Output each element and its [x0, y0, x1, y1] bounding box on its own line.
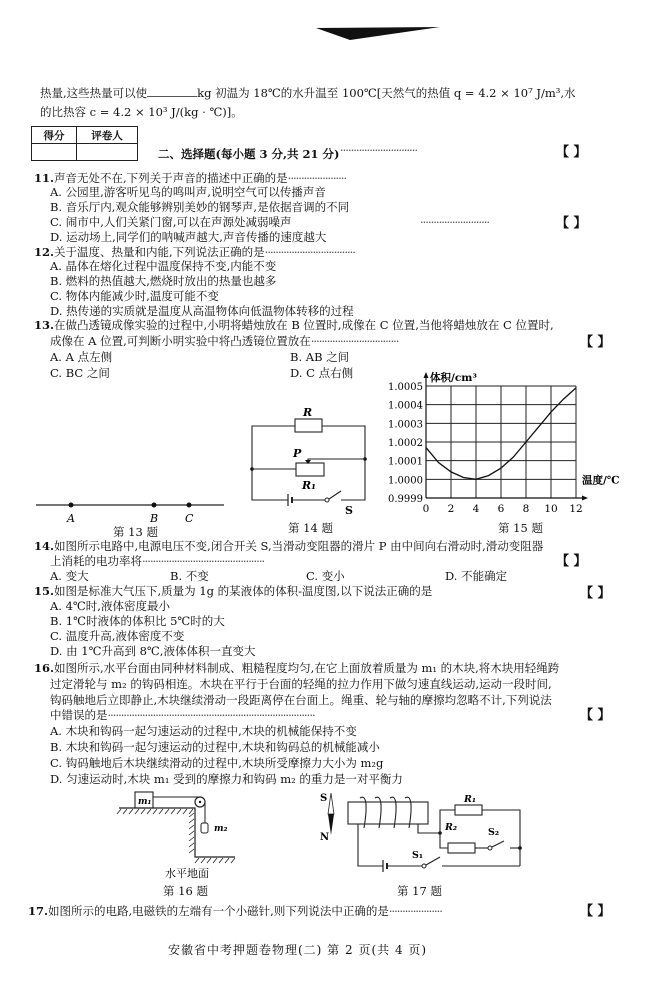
question-number: 16.: [34, 661, 55, 675]
q15-option-c[interactable]: C. 温度升高,液体密度不变: [50, 629, 185, 643]
label-c: C: [185, 512, 194, 525]
figure-13-caption: 第 13 题: [113, 525, 158, 539]
q14-option-b[interactable]: B. 不变: [170, 569, 209, 583]
grader-header: 评卷人: [77, 127, 138, 144]
q12-option-a[interactable]: A. 晶体在熔化过程中温度保持不变,内能不变: [50, 259, 277, 273]
q13-option-a[interactable]: A. A 点左侧: [50, 350, 113, 364]
label-m2: m₂: [214, 824, 228, 834]
question-14-stem: [34, 538, 543, 554]
q16-option-d[interactable]: D. 匀速运动时,木块 m₁ 受到的摩擦力和钩码 m₂ 的重力是一对平衡力: [50, 772, 403, 786]
question-text: 声音无处不在,下列关于声音的描述中正确的是: [54, 171, 288, 185]
hatch-mark: [165, 809, 169, 814]
question-number: 17.: [28, 904, 49, 918]
y-tick-label: 1.0003: [388, 419, 423, 431]
figure-15-caption: 第 15 题: [498, 521, 543, 535]
hatch-mark: [141, 809, 145, 814]
question-text: 上消耗的电功率将: [50, 554, 142, 568]
x-tick-label: 4: [472, 503, 480, 515]
hatch-mark: [123, 809, 127, 814]
electromagnet-core: [348, 802, 428, 824]
question-15-stem: [34, 583, 432, 599]
q12-option-b[interactable]: B. 燃料的热值越大,燃烧时放出的热量也越多: [50, 274, 277, 288]
x-axis-arrow: [582, 496, 588, 501]
q11-leader: ··························: [420, 215, 490, 229]
header-text-part2: kg 初温为 18℃的水升温至 100℃[天然气的热值 q = 4.2 × 10⁷ J/m³,水: [197, 86, 576, 100]
label-n-pole: N: [320, 832, 330, 843]
question-11-stem: 11.声音无处不在,下列关于声音的描述中正确的是······················: [34, 171, 347, 185]
question-16-stem-3: 钩码触地后立即静止,木块继续滑动一段距离停在台面上。绳重、轮与轴的摩擦均忽略不计,下列说法: [50, 693, 552, 707]
label-r1: R₁: [464, 794, 477, 805]
hatch-mark: [189, 831, 194, 835]
figure-13: [34, 495, 234, 525]
figure-14-caption: 第 14 题: [288, 521, 333, 535]
figure-17: [320, 790, 530, 880]
q13-bracket[interactable]: 【 】: [580, 335, 611, 350]
q14-option-c[interactable]: C. 变小: [306, 569, 345, 583]
slider-p: [308, 459, 365, 463]
q15-option-d[interactable]: D. 由 1℃升高到 8℃,液体体积一直变大: [50, 644, 256, 658]
label-m1: m₁: [138, 797, 152, 807]
question-text: 成像在 A 位置,可判断小明实验中将凸透镜位置放在: [50, 334, 311, 348]
x-tick-label: 10: [544, 503, 558, 515]
answer-blank[interactable]: [147, 84, 197, 97]
compass-needle-south: [328, 793, 334, 814]
q15-bracket[interactable]: 【 】: [580, 586, 611, 601]
x-tick-label: 2: [447, 503, 455, 515]
label-r2: R₂: [445, 822, 458, 833]
hatch-mark: [225, 858, 229, 863]
q11-bracket[interactable]: 【 】: [556, 216, 587, 231]
q15-option-b[interactable]: B. 1℃时液体的体积比 5℃时的大: [50, 614, 225, 628]
hatch-mark: [189, 825, 194, 829]
hatch-mark: [213, 858, 217, 863]
hatch-mark: [153, 809, 157, 814]
q13-option-b[interactable]: B. AB 之间: [290, 350, 350, 364]
switch-s: [329, 491, 341, 499]
question-16-stem-4: 中错误的是··············································································: [50, 708, 315, 722]
hatch-mark: [201, 858, 205, 863]
x-tick-label: 8: [522, 503, 530, 515]
hatch-mark: [177, 809, 181, 814]
resistor-r: [295, 419, 322, 432]
q12-option-d[interactable]: D. 热传递的实质就是温度从高温物体向低温物体转移的过程: [50, 304, 354, 318]
hatch-mark: [189, 819, 194, 823]
rheostat-r1: [296, 463, 324, 476]
section-title: 二、选择题(每小题 3 分,共 21 分): [158, 147, 340, 161]
point-b: [152, 503, 157, 508]
q14-option-d[interactable]: D. 不能确定: [445, 569, 508, 583]
section-leader: ·····························: [340, 143, 418, 157]
top-scan-artifact: [310, 18, 450, 44]
weight-m2: [201, 823, 208, 833]
q17-bracket[interactable]: 【 】: [580, 904, 611, 919]
point-a: [69, 503, 74, 508]
question-12-stem: 12.关于温度、热量和内能,下列说法正确的是··································: [34, 245, 355, 259]
hatch-mark: [147, 809, 151, 814]
resistor-r1: [455, 805, 482, 815]
header-line-2: 的比热容 c = 4.2 × 10³ J/(kg · ℃)]。: [40, 105, 243, 119]
question-text: 如图所示电路中,电源电压不变,闭合开关 S,当滑动变阻器的滑片 P 由中间向右滑动时,滑动变阻器: [54, 539, 544, 553]
y-tick-label: 1.0005: [388, 382, 423, 393]
hatch-mark: [189, 843, 194, 847]
question-16-stem-2: 过定滑轮与 m₂ 的钩码相连。木块在平行于台面的轻绳的拉力作用下做匀速直线运动,运动一段时间,: [50, 677, 552, 691]
question-number: 14.: [34, 539, 55, 553]
hatch-mark: [183, 809, 187, 814]
hatch-mark: [135, 809, 139, 814]
y-tick-label: 1.0004: [388, 400, 423, 412]
hatch-mark: [129, 809, 133, 814]
hatch-mark: [207, 858, 211, 863]
score-box: [31, 126, 138, 161]
section-bracket[interactable]: 【 】: [556, 145, 587, 160]
q13-option-d[interactable]: D. C 点右侧: [290, 366, 354, 380]
question-13-stem: [34, 317, 554, 333]
x-tick-label: 6: [497, 503, 505, 515]
question-number: 15.: [34, 584, 55, 598]
q16-option-b[interactable]: B. 木块和钩码一起匀速运动的过程中,木块和钩码总的机械能减小: [50, 740, 380, 754]
hatch-mark: [195, 858, 199, 863]
figure-16-caption: 第 16 题: [163, 884, 208, 898]
figure-17-caption: 第 17 题: [397, 884, 442, 898]
label-s1: S₁: [412, 850, 424, 861]
y-tick-label: 1.0000: [388, 475, 423, 487]
question-text: 如图是标准大气压下,质量为 1g 的某液体的体积-温度图,以下说法正确的是: [54, 584, 433, 598]
q11-option-a[interactable]: A. 公园里,游客听见鸟的鸣叫声,说明空气可以传播声音: [50, 185, 326, 199]
question-17-stem: 17.如图所示的电路,电磁铁的左端有一个小磁针,则下列说法中正确的是····················: [28, 904, 442, 918]
q11-option-b[interactable]: B. 音乐厅内,观众能够辨别美妙的钢琴声,是依据音调的不同: [50, 200, 350, 214]
q11-option-c[interactable]: C. 闹市中,人们关紧门窗,可以在声源处减弱噪声: [50, 215, 292, 229]
question-text: 在做凸透镜成像实验的过程中,小明将蜡烛放在 B 位置时,成像在 C 位置,当他将蜡烛放在 C 位置时,: [54, 318, 554, 332]
q11-option-d[interactable]: D. 运动场上,同学们的呐喊声越大,声音传播的速度越大: [50, 230, 327, 244]
figure-14-circuit: [245, 402, 375, 517]
question-text: 中错误的是: [50, 708, 108, 722]
q15-option-a[interactable]: A. 4℃时,液体密度最小: [50, 599, 170, 613]
y-tick-label: 1.0001: [388, 456, 423, 468]
q13-option-c[interactable]: C. BC 之间: [50, 366, 110, 380]
y-axis-arrow: [424, 372, 429, 378]
hatch-mark: [189, 837, 194, 841]
x-axis-label: 温度/℃: [582, 474, 620, 487]
question-number: 12.: [34, 245, 55, 259]
hatch-mark: [219, 858, 223, 863]
q16-option-a[interactable]: A. 木块和钩码一起匀速运动的过程中,木块的机械能保持不变: [50, 724, 357, 738]
hatch-mark: [171, 809, 175, 814]
label-s-pole: S: [320, 793, 328, 804]
hatch-mark: [117, 809, 121, 814]
question-text: 如图所示,水平台面由同种材料制成、粗糙程度均匀,在它上面放着质量为 m₁ 的木块,将木块用轻绳跨: [54, 661, 560, 675]
resistor-r2: [448, 843, 475, 853]
question-13-stem-2: 成像在 A 位置,可判断小明实验中将凸透镜位置放在·································: [50, 334, 399, 348]
question-text: 关于温度、热量和内能,下列说法正确的是: [54, 245, 265, 259]
x-tick-label: 0: [422, 503, 430, 515]
x-tick-label: 12: [569, 503, 583, 515]
label-a: A: [67, 512, 75, 525]
score-cell[interactable]: [32, 144, 77, 161]
point-c: [187, 503, 192, 508]
header-text-part1: 热量,这些热量可以使: [40, 86, 148, 100]
switch-s2: [492, 841, 504, 847]
score-header: 得分: [32, 127, 77, 144]
label-r: R: [303, 406, 313, 419]
label-b: B: [150, 512, 159, 525]
q14-option-a[interactable]: A. 变大: [50, 569, 89, 583]
y-tick-label: 1.0002: [388, 438, 423, 449]
hatch-mark: [189, 809, 193, 814]
page-footer: 安徽省中考押题卷物理(二) 第 2 页(共 4 页): [168, 943, 428, 957]
hatch-mark: [189, 849, 194, 853]
q14-bracket[interactable]: 【 】: [556, 554, 587, 569]
q16-bracket[interactable]: 【 】: [580, 708, 611, 723]
question-14-stem-2: 上消耗的电功率将··············································: [50, 554, 265, 568]
header-line-1: [40, 84, 576, 101]
label-r1: R₁: [302, 479, 316, 492]
grader-cell[interactable]: [77, 144, 138, 161]
figure-16: [115, 789, 245, 881]
q16-option-c[interactable]: C. 钩码触地后木块继续滑动的过程中,木块所受摩擦力大小为 m₂g: [50, 756, 384, 770]
switch-s1: [426, 857, 440, 865]
hatch-mark: [231, 858, 235, 863]
question-number: 13.: [34, 318, 55, 332]
y-axis-label: 体积/cm³: [430, 372, 477, 384]
question-16-stem: [34, 660, 559, 676]
question-number: 11.: [34, 171, 55, 185]
question-text: 如图所示的电路,电磁铁的左端有一个小磁针,则下列说法中正确的是: [48, 904, 389, 918]
figure-15-chart: [380, 368, 654, 518]
q12-option-c[interactable]: C. 物体内能减少时,温度可能不变: [50, 289, 219, 303]
y-tick-label: 0.9999: [388, 494, 423, 505]
hatch-mark: [159, 809, 163, 814]
label-p: P: [293, 447, 302, 460]
label-s2: S₂: [488, 827, 500, 838]
label-s: S: [345, 504, 353, 517]
label-ground: 水平地面: [165, 867, 209, 880]
